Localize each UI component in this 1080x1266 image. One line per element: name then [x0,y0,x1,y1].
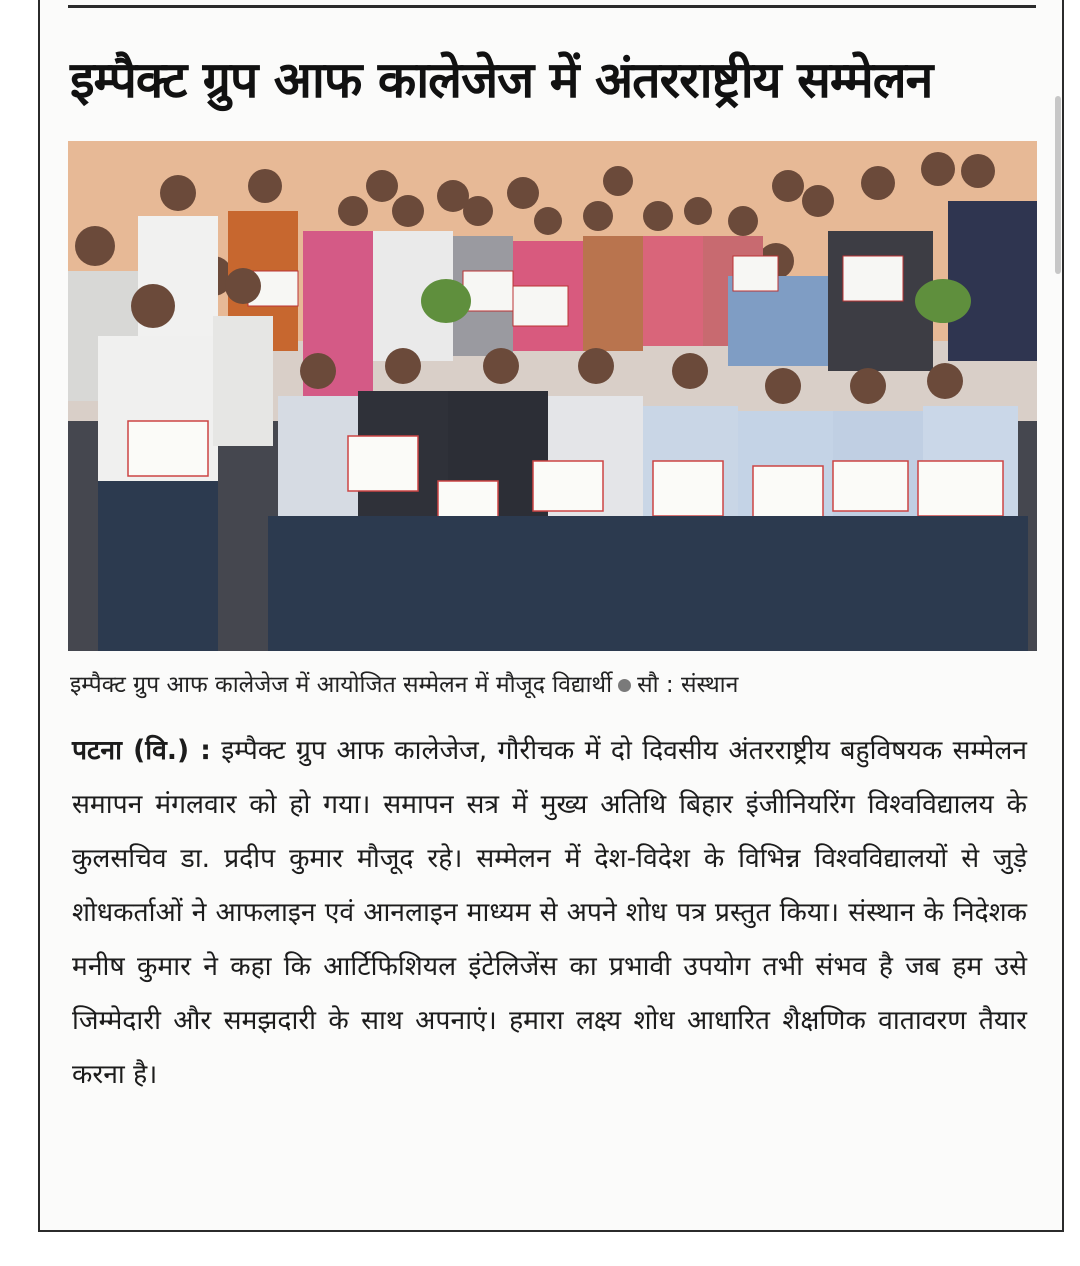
caption-bullet [618,679,631,692]
dateline: पटना (वि.) : [72,735,211,766]
article-body [72,724,1027,1102]
group-photo [68,141,1037,651]
scrollbar[interactable] [1055,96,1061,274]
article-body-text: इम्पैक्ट ग्रुप आफ कालेजेज, गौरीचक में दो दिवसीय अंतरराष्ट्रीय बहुविषयक सम्मेलन समापन मंगलवार को हो गया। समापन सत्र में मुख्य अतिथि बिहार इंजीनियरिंग विश्वविद्यालय के कुलसचिव डा. प्रदीप कुमार मौजूद रहे। सम्मेलन में देश-विदेश के विभिन्न विश्वविद्यालयों से जुड़े शोधकर्ताओं ने आफलाइन एवं आनलाइन माध्यम से अपने शोध पत्र प्रस्तुत किया। संस्थान के निदेशक मनीष कुमार ने कहा कि आर्टिफिशियल इंटेलिजेंस का प्रभावी उपयोग तभी संभव है जब हम उसे जिम्मेदारी और समझदारी के साथ अपनाएं। हमारा लक्ष्य शोध आधारित शैक्षणिक वातावरण तैयार करना है। [72,735,1027,1090]
photo-credit: सौ : संस्थान [637,672,739,698]
group-photo-illustration [68,141,1037,651]
top-rule [68,5,1036,8]
headline: इम्पैक्ट ग्रुप आफ कालेजेज में अंतरराष्ट्रीय सम्मेलन [70,51,933,109]
photo-caption [70,667,1020,703]
caption-text: इम्पैक्ट ग्रुप आफ कालेजेज में आयोजित सम्मेलन में मौजूद विद्यार्थी [70,672,613,698]
